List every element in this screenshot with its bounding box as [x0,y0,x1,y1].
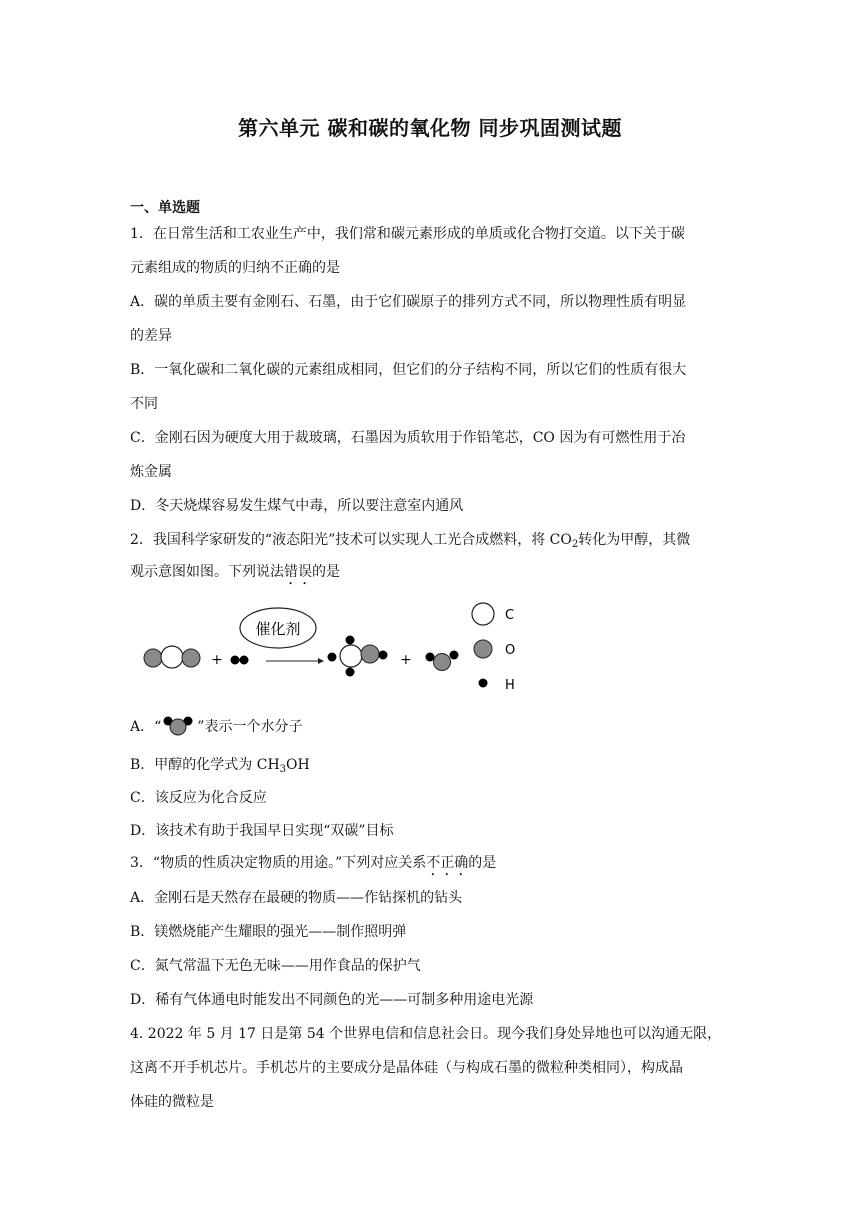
q3-option-d: D．稀有气体通电时能发出不同颜色的光——可制多种用途电光源 [130,992,534,1008]
q1-stem-line2: 元素组成的物质的归纳不正确的是 [130,260,340,276]
q3-stem: 3．“物质的性质决定物质的用途。”下列对应关系不正确的是 [130,855,497,871]
q1-option-b-line1: B．一氧化碳和二氧化碳的元素组成相同，但它们的分子结构不同，所以它们的性质有很大 [130,362,687,378]
q2-stem-line1: 2．我国科学家研发的“液态阳光”技术可以实现人工光合成燃料，将 $CO_2$转化为甲醇，其微 [130,532,691,550]
water-hydrogen-atom [426,653,435,662]
h2-hydrogen-atom [231,656,240,665]
legend-oxygen-label: O [505,643,516,658]
methanol-oxygen-atom [361,645,379,663]
methanol-hydrogen-atom [346,636,355,645]
q4-stem-line2: 这离不开手机芯片。手机芯片的主要成分是晶体硅（与构成石墨的微粒种类相同），构成晶 [130,1060,683,1076]
section-heading: 一、单选题 [130,200,200,216]
water-hydrogen-atom [450,651,459,660]
q1-option-a-line1: A．碳的单质主要有金刚石、石墨，由于它们碳原子的排列方式不同，所以物理性质有明显 [130,294,687,310]
q1-option-a-line2: 的差异 [130,328,172,344]
legend-carbon-label: C [505,608,515,623]
q1-option-c-line1: C．金刚石因为硬度大用于裁玻璃，石墨因为质软用于作铅笔芯，CO 因为有可燃性用于冶 [130,430,686,446]
page-title: 第六单元 碳和碳的氧化物 同步巩固测试题 [238,116,622,140]
q3-option-b: B．镁燃烧能产生耀眼的强光——制作照明弹 [130,924,407,940]
plus-sign: + [211,652,223,668]
h2-hydrogen-atom [240,656,249,665]
q4-stem-line1: 4. 2022 年 5 月 17 日是第 54 个世界电信和信息社会日。现今我们身处异地也可以沟通无限， [130,1026,722,1042]
arrow-head [318,658,324,664]
legend-oxygen-icon [474,640,492,658]
methanol-hydrogen-atom [379,651,388,660]
co2-oxygen-atom [144,649,162,667]
plus-sign: + [400,652,412,668]
q2-option-b: B．甲醇的化学式为 $CH_3OH$ [130,757,310,775]
q1-stem-line1: 1．在日常生活和工农业生产中，我们常和碳元素形成的单质或化合物打交道。以下关于碳 [130,226,685,242]
legend-hydrogen-icon [479,679,488,688]
q2-option-d: D．该技术有助于我国早日实现“双碳”目标 [130,823,394,839]
co2-oxygen-atom [182,649,200,667]
water-molecule-icon [161,714,197,736]
water-oxygen-atom [434,654,451,671]
q1-option-c-line2: 炼金属 [130,464,172,480]
q2-stem-line2: 观示意图如图。下列说法错误的是 [130,564,340,580]
q1-option-b-line2: 不同 [130,396,158,412]
q1-option-d: D．冬天烧煤容易发生煤气中毒，所以要注意室内通风 [130,498,464,514]
q2-option-a: A．“ ”表示一个水分子 [130,714,730,737]
methanol-carbon-atom [340,645,362,667]
q3-option-a: A．金刚石是天然存在最硬的物质——作钻探机的钻头 [130,890,463,906]
q3-option-c: C．氮气常温下无色无味——用作食品的保护气 [130,958,421,974]
legend-carbon-icon [472,603,494,625]
legend-hydrogen-label: H [505,678,515,693]
q2-option-c: C．该反应为化合反应 [130,790,267,806]
co2-carbon-atom [161,646,183,668]
methanol-hydrogen-atom [328,653,337,662]
emphasis-text: 错误 [284,564,312,580]
reaction-diagram [138,598,538,698]
methanol-hydrogen-atom [346,668,355,677]
emphasis-text: 不正确 [426,855,469,871]
catalyst-label: 催化剂 [255,620,301,638]
q4-stem-line3: 体硅的微粒是 [130,1094,214,1110]
